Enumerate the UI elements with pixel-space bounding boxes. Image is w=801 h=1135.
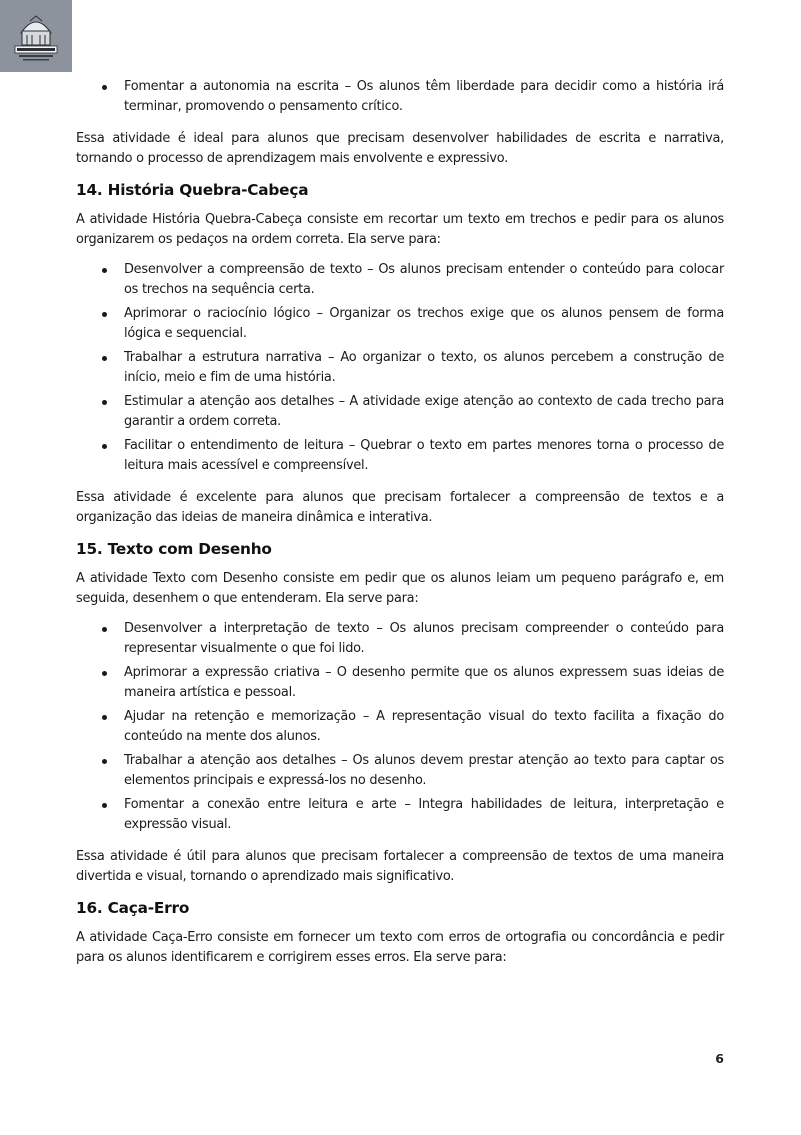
section-15-bullet-list bbox=[76, 619, 724, 835]
crest-icon bbox=[7, 7, 65, 65]
page-number: 6 bbox=[715, 1051, 724, 1066]
school-crest-logo bbox=[0, 0, 72, 72]
section-15-closing: Essa atividade é útil para alunos que precisam fortalecer a compreensão de textos de uma maneira divertida e visual, tornando o aprendizado mais significativo. bbox=[76, 849, 724, 884]
list-item: Trabalhar a estrutura narrativa – Ao organizar o texto, os alunos percebem a construção de início, meio e fim de uma história. bbox=[76, 348, 724, 388]
list-item: Fomentar a conexão entre leitura e arte – Integra habilidades de leitura, interpretação e expressão visual. bbox=[76, 795, 724, 835]
section-14-heading: 14. História Quebra-Cabeça bbox=[76, 181, 309, 199]
section-14-closing: Essa atividade é excelente para alunos que precisam fortalecer a compreensão de textos e a organização das ideias de maneira dinâmica e interativa. bbox=[76, 490, 724, 525]
intro-bullet-list bbox=[76, 77, 724, 117]
list-item: Desenvolver a compreensão de texto – Os alunos precisam entender o conteúdo para colocar os trechos na sequência certa. bbox=[76, 260, 724, 300]
list-item: Ajudar na retenção e memorização – A representação visual do texto facilita a fixação do conteúdo na mente dos alunos. bbox=[76, 707, 724, 747]
list-item: Aprimorar o raciocínio lógico – Organizar os trechos exige que os alunos pensem de forma lógica e sequencial. bbox=[76, 304, 724, 344]
section-14-intro: A atividade História Quebra-Cabeça consiste em recortar um texto em trechos e pedir para os alunos organizarem os pedaços na ordem correta. Ela serve para: bbox=[76, 212, 724, 247]
section-15-intro: A atividade Texto com Desenho consiste em pedir que os alunos leiam um pequeno parágrafo e, em seguida, desenhem o que entenderam. Ela serve para: bbox=[76, 571, 724, 606]
section-14-bullet-list bbox=[76, 260, 724, 476]
list-item: Facilitar o entendimento de leitura – Quebrar o texto em partes menores torna o processo de leitura mais acessível e compreensível. bbox=[76, 436, 724, 476]
section-16-intro: A atividade Caça-Erro consiste em fornecer um texto com erros de ortografia ou concordância e pedir para os alunos identificarem e corrigirem esses erros. Ela serve para: bbox=[76, 930, 724, 965]
section-15-heading: 15. Texto com Desenho bbox=[76, 540, 272, 558]
page-content bbox=[76, 77, 724, 968]
list-item: Estimular a atenção aos detalhes – A atividade exige atenção ao contexto de cada trecho para garantir a ordem correta. bbox=[76, 392, 724, 432]
list-item: Trabalhar a atenção aos detalhes – Os alunos devem prestar atenção ao texto para captar os elementos principais e expressá-los no desenho. bbox=[76, 751, 724, 791]
list-item: Aprimorar a expressão criativa – O desenho permite que os alunos expressem suas ideias de maneira artística e pessoal. bbox=[76, 663, 724, 703]
list-item: Fomentar a autonomia na escrita – Os alunos têm liberdade para decidir como a história irá terminar, promovendo o pensamento crítico. bbox=[76, 77, 724, 117]
list-item: Desenvolver a interpretação de texto – Os alunos precisam compreender o conteúdo para representar visualmente o que foi lido. bbox=[76, 619, 724, 659]
section-16-heading: 16. Caça-Erro bbox=[76, 899, 190, 917]
intro-closing-paragraph: Essa atividade é ideal para alunos que precisam desenvolver habilidades de escrita e narrativa, tornando o processo de aprendizagem mais envolvente e expressivo. bbox=[76, 131, 724, 166]
